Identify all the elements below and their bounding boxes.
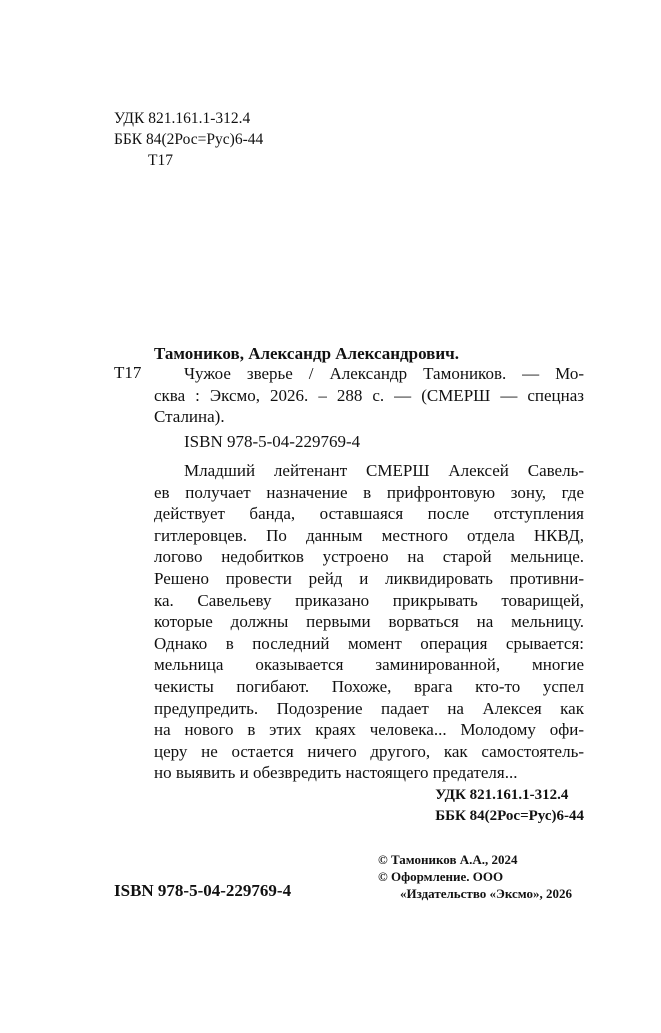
copyright-publisher: «Издательство «Эксмо», 2026: [400, 886, 572, 901]
annotation-line: которые должны первыми ворваться на мельницу.: [154, 612, 584, 632]
annotation-line: на нового в этих краях человека... Молодому офи-: [154, 720, 584, 740]
annotation-line: гитлеровцев. По данным местного отдела НКВД,: [154, 525, 584, 545]
copyright-design: © Оформление. ООО: [378, 869, 504, 884]
bbk-code: ББК 84(2Рос=Рус)6-44: [114, 131, 264, 148]
annotation-line: ев получает назначение в прифронтовую зону, где: [154, 482, 584, 502]
annotation-line: действует банда, оставшаяся после отступления: [154, 504, 584, 524]
card-bbk-code: ББК 84(2Рос=Рус)6-44: [435, 808, 584, 824]
annotation-line: но выявить и обезвредить настоящего предателя...: [154, 763, 518, 783]
copyright-block: [378, 851, 572, 902]
isbn: ISBN 978-5-04-229769-4: [184, 432, 361, 451]
udk-code: УДК 821.161.1-312.4: [114, 110, 251, 127]
annotation-line: чекисты погибают. Похоже, врага кто-то успел: [154, 676, 584, 696]
annotation-line: предупредить. Подозрение падает на Алексея как: [154, 698, 584, 718]
bib-line: сква : Эксмо, 2026. – 288 с. — (СМЕРШ — спецназ: [154, 385, 584, 405]
annotation-line: логово недобитков устроено на старой мельнице.: [154, 547, 584, 567]
author-heading: Тамоников, Александр Александрович.: [154, 344, 459, 363]
side-author-mark: Т17: [114, 363, 142, 382]
annotation-line: Однако в последний момент операция срывается:: [154, 633, 584, 653]
isbn-bottom: ISBN 978-5-04-229769-4: [114, 881, 292, 900]
annotation-line: церу не остается ничего другого, как самостоятель-: [154, 741, 584, 761]
card-classification: [435, 785, 584, 827]
card-udk-code: УДК 821.161.1-312.4: [435, 787, 569, 803]
annotation-line: мельница оказывается заминированной, многие: [154, 655, 584, 675]
copyright-author: © Тамоников А.А., 2024: [378, 852, 518, 867]
annotation-line: Решено провести рейд и ликвидировать противни-: [154, 568, 584, 588]
bibliographic-description: [154, 363, 584, 428]
classification-block: [114, 108, 263, 171]
bib-line: Сталина).: [154, 407, 225, 427]
bib-line: Чужое зверье / Александр Тамоников. — Мо-: [184, 364, 584, 383]
annotation: [154, 460, 584, 784]
annotation-line: ка. Савельеву приказано прикрывать товарищей,: [154, 590, 584, 610]
author-mark: Т17: [148, 152, 173, 169]
annotation-line: Младший лейтенант СМЕРШ Алексей Савель-: [184, 461, 584, 480]
